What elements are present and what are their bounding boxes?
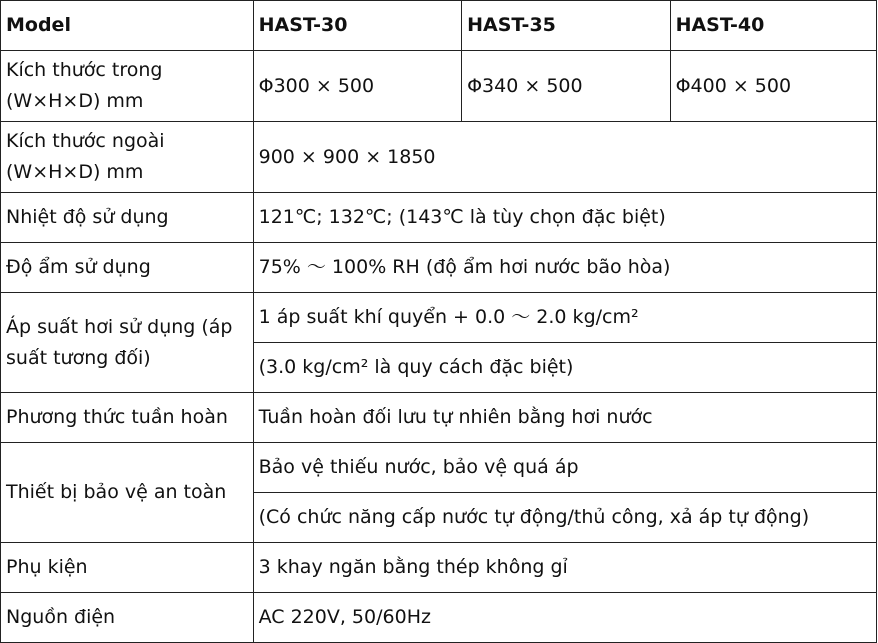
value-circulation: Tuần hoàn đối lưu tự nhiên bằng hơi nước	[253, 393, 876, 443]
label-circulation: Phương thức tuần hoàn	[1, 393, 254, 443]
value-inner-size-hast30: Φ300 × 500	[253, 51, 461, 122]
row-outer-size	[1, 122, 877, 193]
value-accessories: 3 khay ngăn bằng thép không gỉ	[253, 543, 876, 593]
header-model-hast35: HAST-35	[462, 1, 670, 51]
value-outer-size: 900 × 900 × 1850	[253, 122, 876, 193]
label-humidity: Độ ẩm sử dụng	[1, 243, 254, 293]
row-humidity	[1, 243, 877, 293]
label-inner-size	[1, 51, 254, 122]
value-pressure-special: (3.0 kg/cm² là quy cách đặc biệt)	[253, 343, 876, 393]
row-temperature	[1, 193, 877, 243]
label-pressure-line1: Áp suất hơi sử dụng (áp	[6, 315, 233, 338]
value-safety-protection: Bảo vệ thiếu nước, bảo vệ quá áp	[253, 443, 876, 493]
label-pressure-line2: suất tương đối)	[6, 346, 151, 369]
row-power	[1, 593, 877, 643]
row-accessories	[1, 543, 877, 593]
header-row	[1, 1, 877, 51]
row-pressure-1	[1, 293, 877, 343]
label-outer-size-line1: Kích thước ngoài	[6, 130, 165, 152]
header-model-label: Model	[1, 1, 254, 51]
header-model-hast30: HAST-30	[253, 1, 461, 51]
label-inner-size-line1: Kích thước trong	[6, 59, 163, 81]
value-inner-size-hast35: Φ340 × 500	[462, 51, 670, 122]
label-power: Nguồn điện	[1, 593, 254, 643]
label-safety: Thiết bị bảo vệ an toàn	[1, 443, 254, 543]
label-outer-size	[1, 122, 254, 193]
value-pressure-range: 1 áp suất khí quyển + 0.0 ～ 2.0 kg/cm²	[253, 293, 876, 343]
label-accessories: Phụ kiện	[1, 543, 254, 593]
value-inner-size-hast40: Φ400 × 500	[670, 51, 876, 122]
row-inner-size	[1, 51, 877, 122]
value-temperature: 121℃; 132℃; (143℃ là tùy chọn đặc biệt)	[253, 193, 876, 243]
label-temperature: Nhiệt độ sử dụng	[1, 193, 254, 243]
header-model-hast40: HAST-40	[670, 1, 876, 51]
value-safety-functions: (Có chức năng cấp nước tự động/thủ công, xả áp tự động)	[253, 493, 876, 543]
label-pressure	[1, 293, 254, 393]
label-inner-size-line2: (W×H×D) mm	[6, 90, 144, 112]
value-humidity: 75% ～ 100% RH (độ ẩm hơi nước bão hòa)	[253, 243, 876, 293]
row-circulation	[1, 393, 877, 443]
value-power: AC 220V, 50/60Hz	[253, 593, 876, 643]
row-safety-1	[1, 443, 877, 493]
label-outer-size-line2: (W×H×D) mm	[6, 161, 144, 183]
